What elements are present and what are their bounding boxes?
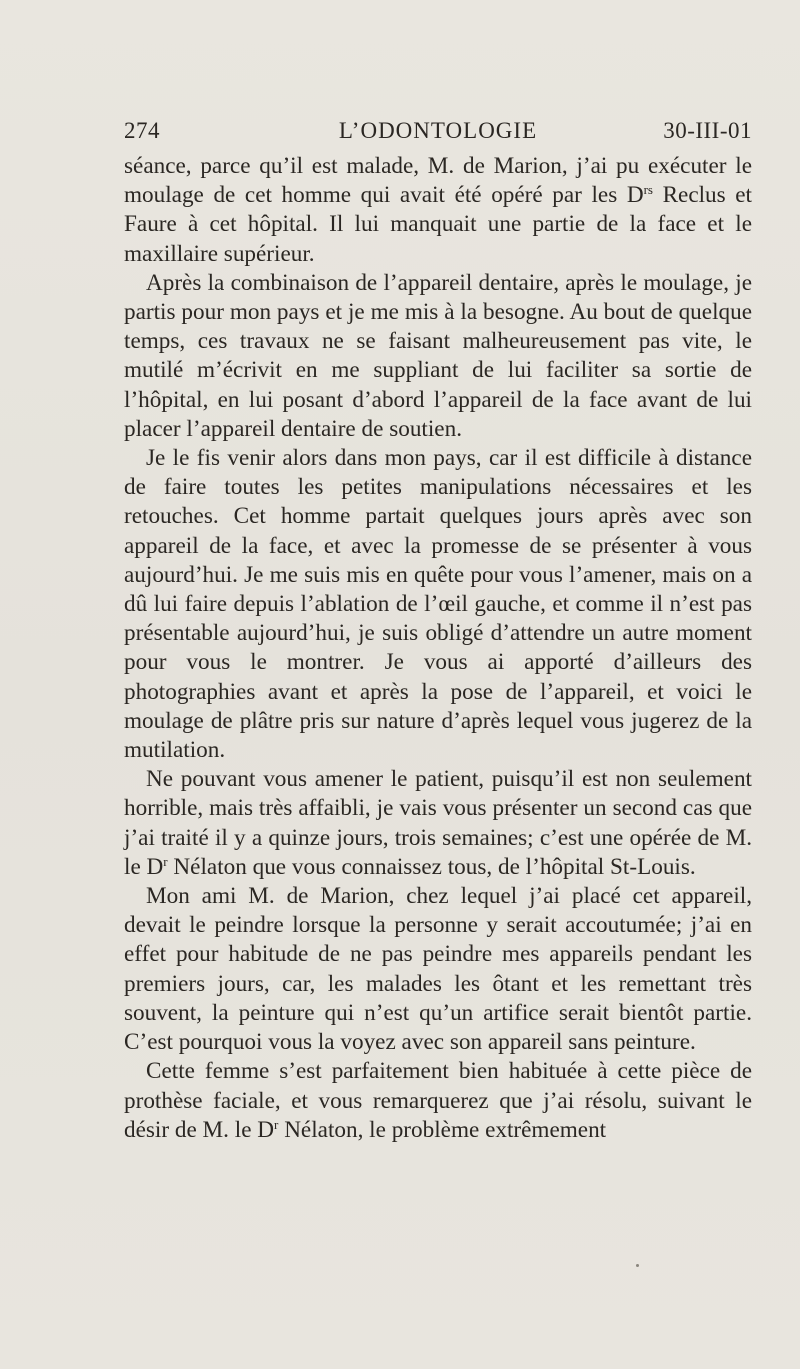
superscript-abbreviation: rs: [643, 182, 653, 198]
body-text: [124, 152, 752, 1145]
paragraph-4: [124, 765, 752, 882]
text-run: Cette femme s’est parfaitement bien habituée à cette pièce de prothèse faciale, et vous remarquerez que j’ai résolu, suivant le désir de M. le D: [124, 1058, 752, 1143]
text-run: Nélaton que vous connaissez tous, de l’hôpital St-Louis.: [167, 853, 696, 880]
text-run: Ne pouvant vous amener le patient, puisqu’il est non seulement horrible, mais très affaibli, je vais vous présenter un second cas que j’ai traité il y a quinze jours, trois semaines; c’est une opérée de M. le D: [124, 766, 752, 880]
paper-speck: [636, 1264, 639, 1267]
page-number: 274: [124, 118, 160, 143]
superscript-abbreviation: r: [163, 853, 168, 869]
text-run: séance, parce qu’il est malade, M. de Marion, j’ai pu exécuter le moulage de cet homme qui avait été opéré par les D: [124, 153, 752, 209]
text-run: Après la combinaison de l’appareil dentaire, après le moulage, je partis pour mon pays et je me mis à la besogne. Au bout de quelque temps, ces travaux ne se faisant malheureusement pas vite, le mutilé m’écrivit en me suppliant de lui faciliter sa sortie de l’hôpital, en lui posant d’abord l’appareil de la face avant de lui placer l’appareil dentaire de soutien.: [124, 269, 752, 442]
journal-title: L’ODONTOLOGIE: [338, 118, 538, 143]
text-run: Mon ami M. de Marion, chez lequel j’ai placé cet appareil, devait le peindre lorsque la personne y serait accoutumée; j’ai en effet pour habitude de ne pas peindre mes appareils pendant les premiers jours, car, les malades les ôtant et les remettant très souvent, la peinture qui n’est qu’un artifice serait bientôt partie. C’est pourquoi vous la voyez avec son appareil sans peinture.: [124, 883, 752, 1056]
superscript-abbreviation: r: [274, 1116, 279, 1132]
paragraph-1: [124, 152, 752, 269]
text-run: Nélaton, le problème extrêmement: [278, 1116, 607, 1143]
paragraph-5: [124, 882, 752, 1057]
running-header: [124, 118, 752, 148]
text-run: Reclus et Faure à cet hôpital. Il lui manquait une partie de la face et le maxillaire supérieur.: [124, 182, 753, 267]
text-run: Je le fis venir alors dans mon pays, car il est difficile à distance de faire toutes les petites manipulations nécessaires et les retouches. Cet homme partait quelques jours après avec son appareil de la face, et avec la promesse de se présenter à vous aujourd’hui. Je me suis mis en quête pour vous l’amener, mais on a dû lui faire depuis l’ablation de l’œil gauche, et comme il n’est pas présentable aujourd’hui, je suis obligé d’attendre un autre moment pour vous le montrer. Je vous ai apporté d’ailleurs des photographies avant et après la pose de l’appareil, et voici le moulage de plâtre pris sur nature d’après lequel vous jugerez de la mutilation.: [124, 445, 752, 764]
paragraph-3: [124, 444, 752, 765]
paragraph-6: [124, 1057, 752, 1145]
issue-date: 30-III-01: [663, 118, 752, 143]
paragraph-2: [124, 269, 752, 444]
